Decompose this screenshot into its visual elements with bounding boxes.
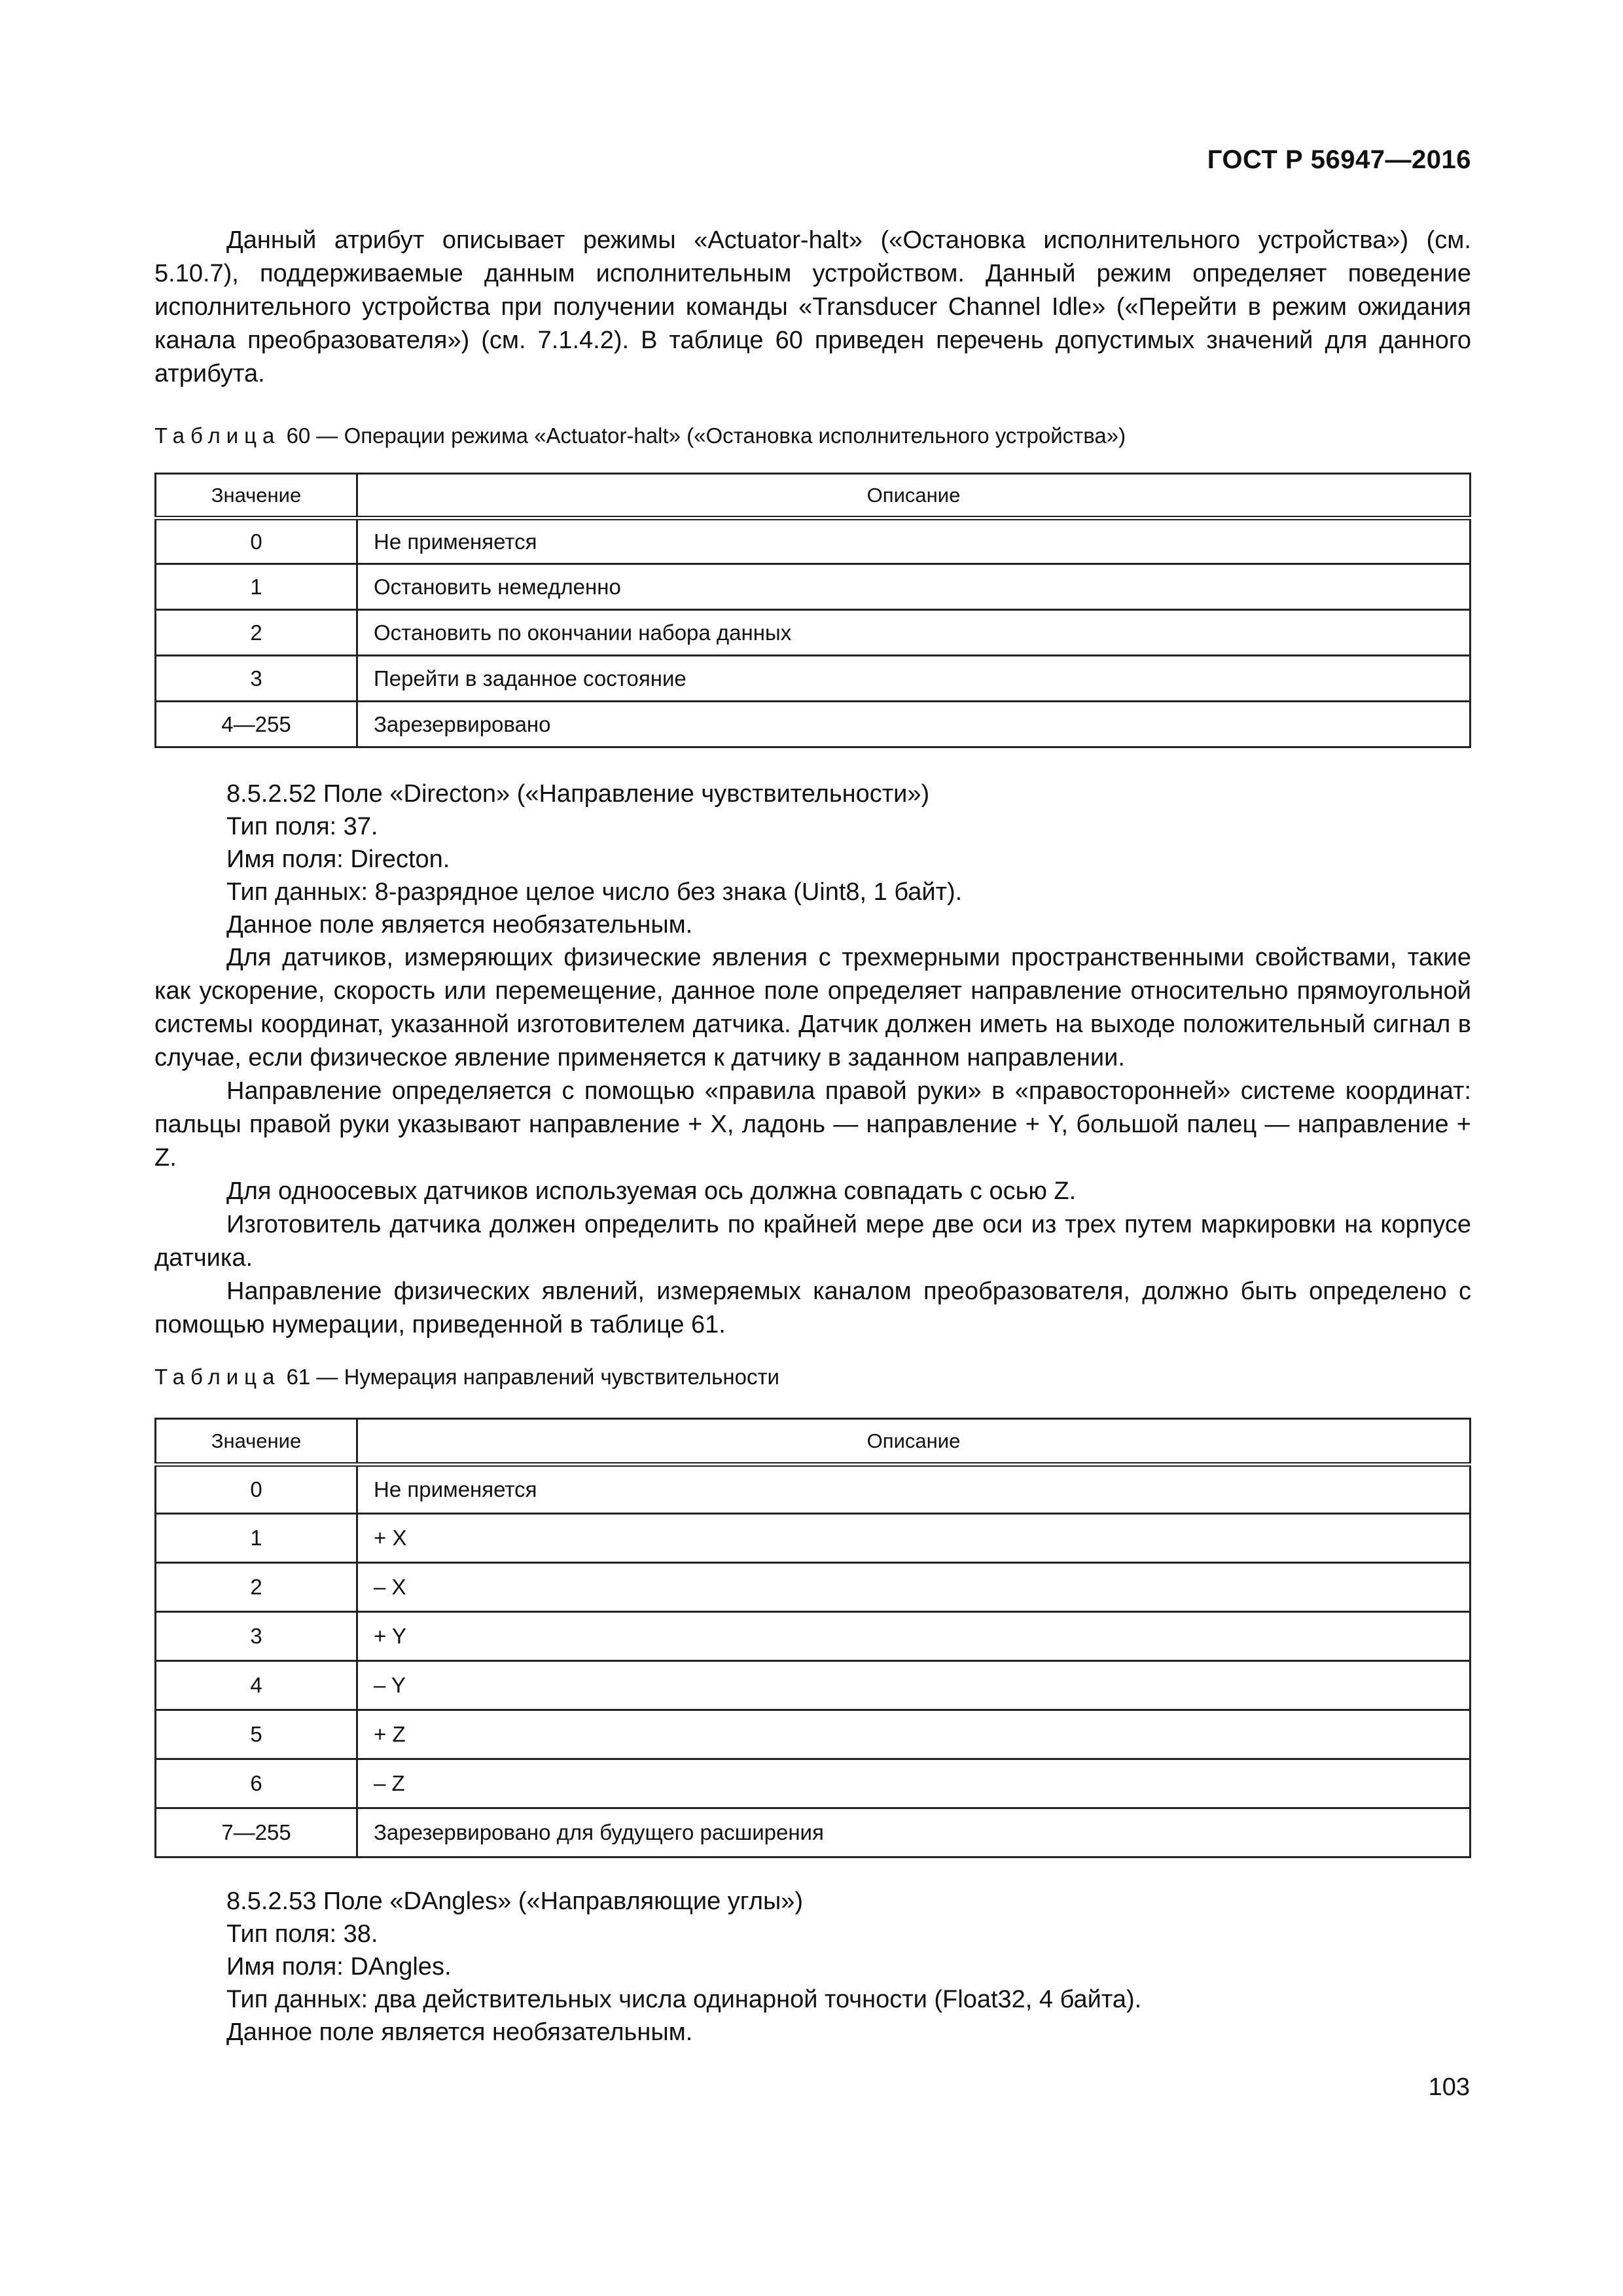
- table-row: [156, 1563, 1471, 1612]
- cell-description: Не применяется: [357, 1465, 1471, 1514]
- column-header-value: Значение: [156, 474, 357, 518]
- field-name: Имя поля: Directon.: [226, 846, 450, 873]
- cell-value: 0: [156, 518, 357, 564]
- table-60: [154, 473, 1471, 748]
- table-row: [156, 702, 1471, 747]
- data-type: Тип данных: 8-разрядное целое число без знака (Uint8, 1 байт).: [226, 878, 963, 906]
- table-caption-label: Таблица: [154, 423, 281, 448]
- cell-description: Остановить по окончании набора данных: [357, 610, 1471, 656]
- body-paragraph: Для одноосевых датчиков используемая ось должна совпадать с осью Z.: [226, 1177, 1077, 1205]
- column-header-value: Значение: [156, 1419, 357, 1465]
- table-row: [156, 518, 1471, 564]
- body-paragraph: Изготовитель датчика должен определить по крайней мере две оси из трех путем маркировки на корпусе датчика.: [154, 1211, 1471, 1272]
- table-header-row: [156, 474, 1471, 518]
- section-8-5-2-53: [154, 1885, 1471, 2049]
- optional-note: Данное поле является необязательным.: [226, 2018, 693, 2046]
- table-row: [156, 1759, 1471, 1808]
- section-title: 8.5.2.53 Поле «DAngles» («Направляющие углы»): [226, 1888, 804, 1915]
- cell-description: + Z: [357, 1710, 1471, 1759]
- cell-value: 0: [156, 1465, 357, 1514]
- cell-description: – Y: [357, 1661, 1471, 1710]
- body-paragraph: Для датчиков, измеряющих физические явления с трехмерными пространственными свойствами, такие как ускорение, скорость или перемещение, данное поле определяет направление относительно прямоугольной системы координат, указанной изготовителем датчика. Датчик должен иметь на выходе положительный сигнал в случае, если физическое явление применяется к датчику в заданном направлении.: [154, 944, 1471, 1071]
- section-title: 8.5.2.52 Поле «Directon» («Направление чувствительности»): [226, 780, 930, 808]
- cell-value: 1: [156, 1514, 357, 1563]
- cell-description: Остановить немедленно: [357, 564, 1471, 610]
- table-row: [156, 1808, 1471, 1857]
- table-caption-text: 60 — Операции режима «Actuator-halt» («Остановка исполнительного устройства»): [286, 423, 1126, 448]
- data-type: Тип данных: два действительных числа одинарной точности (Float32, 4 байта).: [226, 1986, 1142, 2013]
- table-row: [156, 656, 1471, 702]
- cell-description: Перейти в заданное состояние: [357, 656, 1471, 702]
- table-61-wrapper: [154, 1418, 1471, 1858]
- table-row: [156, 1612, 1471, 1661]
- table-row: [156, 1710, 1471, 1759]
- cell-description: + X: [357, 1514, 1471, 1563]
- table-header-row: [156, 1419, 1471, 1465]
- intro-paragraph: Данный атрибут описывает режимы «Actuator-halt» («Остановка исполнительного устройства») (см. 5.10.7), поддерживаемые данным исполнительным устройством. Данный режим определяет поведение исполнительного устройства при получении команды «Transducer Channel Idle» («Перейти в режим ожидания канала преобразователя») (см. 7.1.4.2). В таблице 60 приведен перечень допустимых значений для данного атрибута.: [154, 226, 1471, 387]
- cell-value: 2: [156, 1563, 357, 1612]
- cell-description: Зарезервировано: [357, 702, 1471, 747]
- cell-value: 7—255: [156, 1808, 357, 1857]
- body-paragraph: Направление определяется с помощью «правила правой руки» в «правосторонней» системе координат: пальцы правой руки указывают направление + X, ладонь — направление + Y, большой палец — направление + Z.: [154, 1077, 1471, 1172]
- column-header-description: Описание: [357, 1419, 1471, 1465]
- field-type: Тип поля: 37.: [226, 813, 378, 840]
- table-row: [156, 1661, 1471, 1710]
- cell-description: Не применяется: [357, 518, 1471, 564]
- table-61-caption: [154, 1363, 1471, 1391]
- cell-value: 5: [156, 1710, 357, 1759]
- intro-section: [154, 224, 1471, 391]
- cell-value: 3: [156, 656, 357, 702]
- table-row: [156, 1514, 1471, 1563]
- cell-value: 3: [156, 1612, 357, 1661]
- table-61: [154, 1418, 1471, 1858]
- cell-description: – Z: [357, 1759, 1471, 1808]
- cell-value: 4: [156, 1661, 357, 1710]
- cell-description: + Y: [357, 1612, 1471, 1661]
- field-name: Имя поля: DAngles.: [226, 1953, 452, 1981]
- cell-description: Зарезервировано для будущего расширения: [357, 1808, 1471, 1857]
- table-60-caption: [154, 422, 1471, 450]
- table-caption-label: Таблица: [154, 1365, 281, 1389]
- body-paragraph: Направление физических явлений, измеряемых каналом преобразователя, должно быть определено с помощью нумерации, приведенной в таблице 61.: [154, 1278, 1471, 1338]
- table-row: [156, 564, 1471, 610]
- section-8-5-2-52: [154, 778, 1471, 1342]
- cell-value: 4—255: [156, 702, 357, 747]
- table-row: [156, 1465, 1471, 1514]
- table-row: [156, 610, 1471, 656]
- cell-value: 1: [156, 564, 357, 610]
- column-header-description: Описание: [357, 474, 1471, 518]
- optional-note: Данное поле является необязательным.: [226, 911, 693, 939]
- table-60-wrapper: [154, 473, 1471, 748]
- field-type: Тип поля: 38.: [226, 1920, 378, 1948]
- cell-value: 2: [156, 610, 357, 656]
- table-caption-text: 61 — Нумерация направлений чувствительности: [286, 1365, 779, 1389]
- page-number: 103: [1428, 2073, 1470, 2101]
- cell-value: 6: [156, 1759, 357, 1808]
- document-id: ГОСТ Р 56947—2016: [1207, 145, 1471, 174]
- cell-description: – X: [357, 1563, 1471, 1612]
